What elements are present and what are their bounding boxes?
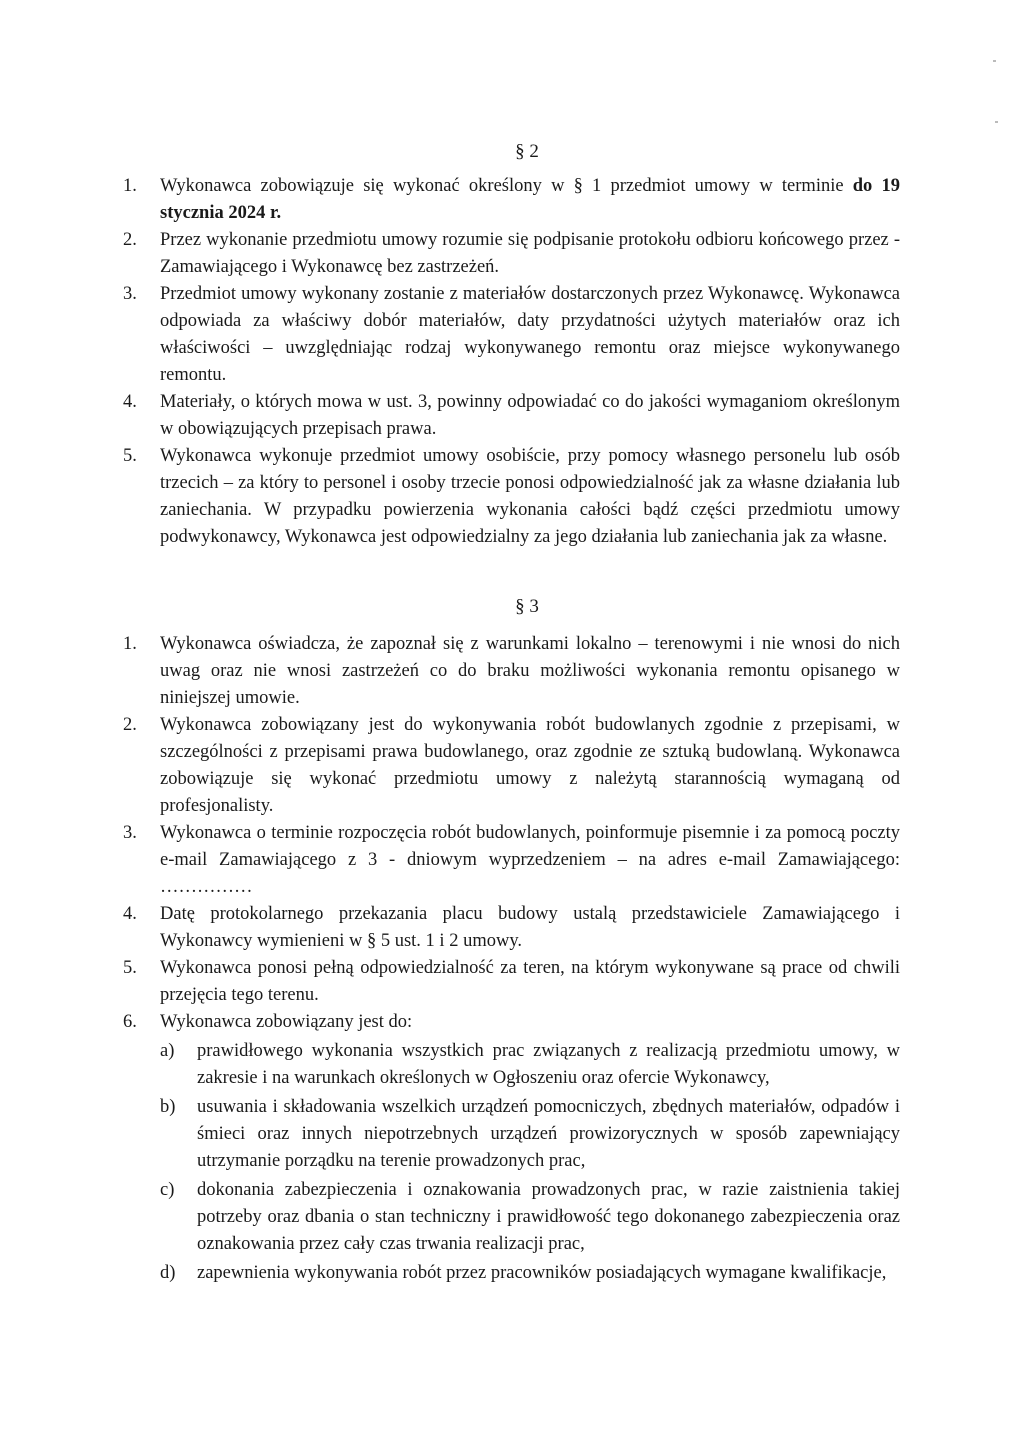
list-item [123, 712, 900, 820]
obligations-sublist [160, 1038, 900, 1287]
section-3-list [123, 631, 900, 1287]
subitem-letter: d) [160, 1263, 176, 1283]
item-text: Przedmiot umowy wykonany zostanie z materiałów dostarczonych przez Wykonawcę. Wykonawca odpowiada za właściwy dobór materiałów, daty przydatności użytych materiałów oraz ich właściwości – uwzględniając rodzaj wykonywanego remontu oraz miejsce wykonywanego remontu. [160, 284, 900, 385]
scan-speck [995, 121, 998, 123]
item-number: 4. [123, 392, 137, 412]
item-number: 5. [123, 446, 137, 466]
section-2-heading: § 2 [515, 141, 539, 162]
item-text: Wykonawca oświadcza, że zapoznał się z warunkami lokalno – terenowymi i nie wnosi do nich uwag oraz nie wnosi zastrzeżeń co do braku możliwości wykonania remontu opisanego w niniejszej umowie. [160, 634, 900, 708]
item-number: 3. [123, 284, 137, 304]
subitem-letter: b) [160, 1097, 176, 1117]
item-number: 2. [123, 230, 137, 250]
subitem-letter: c) [160, 1180, 175, 1200]
section-2-list [123, 173, 900, 551]
item-text: Wykonawca o terminie rozpoczęcia robót budowlanych, poinformuje pisemnie i za pomocą poczty e-mail Zamawiającego z 3 - dniowym wyprzedzeniem – na adres e-mail Zamawiającego: …………… [160, 823, 900, 897]
list-item [123, 901, 900, 955]
list-item [123, 955, 900, 1009]
list-item [123, 631, 900, 712]
deadline-text: do 19 stycznia 2024 r. [160, 176, 900, 223]
subitem-letter: a) [160, 1041, 175, 1061]
item-number: 6. [123, 1012, 137, 1032]
list-item [123, 1009, 900, 1287]
item-text: Wykonawca zobowiązuje się wykonać określony w § 1 przedmiot umowy w terminie [160, 176, 853, 196]
section-3-heading: § 3 [515, 596, 539, 617]
item-text: Materiały, o których mowa w ust. 3, powinny odpowiadać co do jakości wymaganiom określonym w obowiązujących przepisach prawa. [160, 392, 900, 439]
sublist-item [160, 1260, 900, 1287]
item-number: 1. [123, 634, 137, 654]
subitem-text: prawidłowego wykonania wszystkich prac związanych z realizacją przedmiotu umowy, w zakresie i na warunkach określonych w Ogłoszeniu oraz ofercie Wykonawcy, [197, 1041, 900, 1088]
item-text: Przez wykonanie przedmiotu umowy rozumie się podpisanie protokołu odbioru końcowego przez - Zamawiającego i Wykonawcę bez zastrzeżeń. [160, 230, 900, 277]
sublist-item [160, 1177, 900, 1258]
item-number: 4. [123, 904, 137, 924]
list-item [123, 820, 900, 901]
subitem-text: dokonania zabezpieczenia i oznakowania prowadzonych prac, w razie zaistnienia takiej potrzeby oraz dbania o stan techniczny i prawidłowość tego dokonanego zabezpieczenia oraz oznakowania przez cały czas trwania realizacji prac, [197, 1180, 900, 1254]
subitem-text: zapewnienia wykonywania robót przez pracowników posiadających wymagane kwalifikacje, [197, 1263, 887, 1283]
item-text: Datę protokolarnego przekazania placu budowy ustalą przedstawiciele Zamawiającego i Wykonawcy wymienieni w § 5 ust. 1 i 2 umowy. [160, 904, 900, 951]
subitem-text: usuwania i składowania wszelkich urządzeń pomocniczych, zbędnych materiałów, odpadów i śmieci oraz innych niepotrzebnych urządzeń prowizorycznych w sposób zapewniający utrzymanie porządku na terenie prowadzonych prac, [197, 1097, 900, 1171]
sublist-item [160, 1038, 900, 1092]
item-text: Wykonawca wykonuje przedmiot umowy osobiście, przy pomocy własnego personelu lub osób trzecich – za który to personel i osoby trzecie ponosi odpowiedzialność jak za własne działania lub zaniechania. W przypadku powierzenia wykonania całości bądź części przedmiotu umowy podwykonawcy, Wykonawca jest odpowiedzialny za jego działania lub zaniechania jak za własne. [160, 446, 900, 547]
item-text: Wykonawca zobowiązany jest do: [160, 1012, 413, 1032]
item-number: 1. [123, 176, 137, 196]
sublist-item [160, 1094, 900, 1175]
list-item [123, 173, 900, 227]
item-number: 3. [123, 823, 137, 843]
item-text: Wykonawca zobowiązany jest do wykonywania robót budowlanych zgodnie z przepisami, w szczególności z przepisami prawa budowlanego, oraz zgodnie ze sztuką budowlaną. Wykonawca zobowiązuje się wykonać przedmiotu umowy z należytą starannością wymaganą od profesjonalisty. [160, 715, 900, 816]
list-item [123, 389, 900, 443]
scan-speck [993, 60, 996, 62]
item-number: 5. [123, 958, 137, 978]
list-item [123, 227, 900, 281]
list-item [123, 281, 900, 389]
list-item [123, 443, 900, 551]
item-number: 2. [123, 715, 137, 735]
item-text: Wykonawca ponosi pełną odpowiedzialność za teren, na którym wykonywane są prace od chwili przejęcia tego terenu. [160, 958, 900, 1005]
